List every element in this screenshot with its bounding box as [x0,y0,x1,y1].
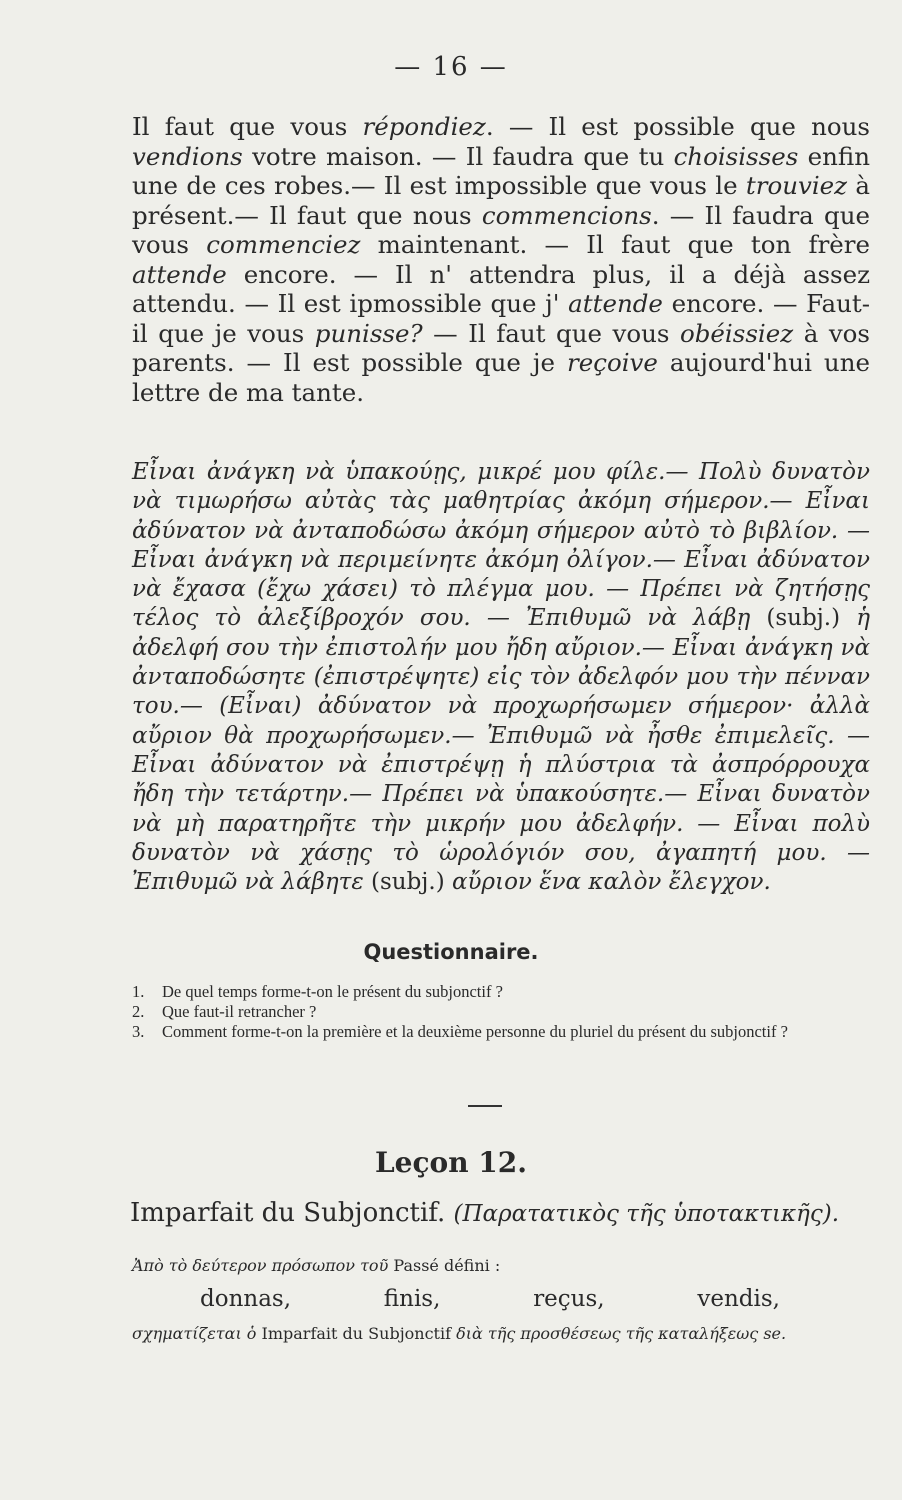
lesson-subtitle-french: Imparfait du Subjonctif. [130,1198,446,1228]
french-text-segment-italic: répondiez [362,112,486,141]
french-text-segment: maintenant. — Il faut que ton frère [360,230,871,259]
verb-form: vendis, [697,1286,780,1312]
greek-text-segment: αὔριον ἕνα καλὸν ἔλεγχον. [444,869,771,896]
french-text-segment: encore. — Il n' attendra plus, il a déjà assez attendu. — Il est ipmossible que j' [132,259,870,318]
question-number: 2. [132,1002,145,1021]
question-item [132,1022,872,1042]
greek-text-segment: ἡ ἀδελφή σου τὴν ἐπιστολήν μου ἤδη αὔριον.— Εἶναι ἀνάγκη νὰ ἀνταποδώσητε (ἐπιστρέψητε) εἰς τὸν ἀδελφόν μου τὴν πένναν του.— (Εἶναι) ἀδύνατον νὰ προχωρήσωμεν σήμερον· ἀλλὰ αὔριον θὰ προχωρήσωμεν.— Ἐπιθυμῶ νὰ ἦσθε ἐπιμελεῖς. — Εἶναι ἀδύνατον νὰ ἐπιστρέψῃ ἡ πλύστρια τὰ ἀσπρόρρουχα ἤδη τὴν τετάρτην.— Πρέπει νὰ ὑπακούσητε.— Εἶναι δυνατὸν νὰ μὴ παρατηρῆτε τὴν μικρήν μου ἀδελφήν. — Εἶναι πολὺ δυνατὸν νὰ χάσῃς τὸ ὡρολόγιόν σου, ἀγαπητή μου. — Ἐπιθυμῶ νὰ λάβητε [132,605,871,896]
verb-forms-row [200,1286,780,1312]
french-exercise-paragraph [132,112,870,407]
french-text-segment: encore. — Faut-il que je vous [132,289,870,348]
french-text-segment-italic: reçoive [567,348,658,377]
french-text-segment-italic: trouviez [745,171,848,200]
french-text-segment-italic: commencions [481,200,652,230]
french-text-segment: à présent.— Il faut que nous [132,171,870,230]
lesson-title: Leçon 12. [374,1146,528,1179]
question-item [132,1002,872,1022]
greek-text-segment: Εἶναι ἀνάγκη νὰ ὑπακούῃς, μικρέ μου φίλε.— Πολὺ δυνατὸν νὰ τιμωρήσω αὐτὰς τὰς μαθητρίας ἀκόμη σήμερον.— Εἶναι ἀδύνατον νὰ ἀνταποδώσω ἀκόμη σήμερον αὐτὸ τὸ βιβλίον. — Εἶναι ἀνάγκη νὰ περιμείνητε ἀκόμη ὀλίγον.— Εἶναι ἀδύνατον νὰ ἔχασα (ἔχω χάσει) τὸ πλέγμα μου. — Πρέπει νὰ ζητήσῃς τέλος τὸ ἀλεξίβροχόν σου. — Ἐπιθυμῶ νὰ λάβῃ [132,459,870,632]
french-text-segment: — Il faut que vous [422,318,680,348]
rule-greek-2: διὰ τῆς προσθέσεως τῆς καταλήξεως se. [456,1324,787,1343]
rule-greek-1: σχηματίζεται ὁ [132,1324,257,1343]
french-text-segment: . — Il faudra que vous [132,200,870,259]
french-text-segment: . — Il est possible que nous [485,112,870,141]
lesson-subtitle-greek: (Παρατατικὸς τῆς ὑποτακτικῆς). [453,1201,840,1227]
french-text-segment: à vos parents. — Il est possible que je [132,318,870,377]
question-text: De quel temps forme-t-on le présent du subjonctif ? [162,982,503,1001]
passe-defini-intro [132,1256,872,1275]
questionnaire-list [132,982,872,1042]
formation-rule [132,1324,872,1343]
question-item [132,982,872,1002]
french-text-segment-italic: attende [132,259,227,289]
greek-text-segment: (subj.) [370,869,445,896]
greek-exercise-paragraph [132,458,870,897]
french-text-segment: enfin une de ces robes.— Il est impossible que vous le [132,141,870,200]
french-text-segment-italic: commenciez [206,230,361,259]
question-text: Comment forme-t-on la première et la deuxième personne du pluriel du présent du subjonctif ? [162,1022,788,1041]
rule-french: Imparfait du Subjonctif [261,1324,452,1343]
french-text-segment: aujourd'hui une lettre de ma tante. [132,348,870,407]
french-text-segment: votre maison. — Il faudra que tu [242,141,674,171]
verb-form: donnas, [200,1286,292,1312]
question-number: 1. [132,982,145,1001]
french-text-segment-italic: obéissiez [680,318,794,348]
verb-form: finis, [383,1286,441,1312]
french-text-segment-italic: attende [568,289,663,318]
verb-form: reçus, [533,1286,605,1312]
greek-text-segment: (subj.) [766,605,841,632]
french-text-segment: Il faut que vous [132,112,363,141]
french-text-segment-italic: vendions [132,141,243,171]
question-number: 3. [132,1022,145,1041]
page-number: — 16 — [394,52,508,82]
question-text: Que faut-il retrancher ? [162,1002,317,1021]
questionnaire-title: Questionnaire. [363,940,539,964]
section-divider [468,1105,502,1107]
apo-french: Passé défini : [393,1256,501,1275]
french-text-segment-italic: punisse? [314,318,423,348]
french-text-segment-italic: choisisses [673,141,799,171]
apo-greek: Ἀπὸ τὸ δεύτερον πρόσωπον τοῦ [132,1256,389,1275]
lesson-subtitle [130,1198,870,1228]
